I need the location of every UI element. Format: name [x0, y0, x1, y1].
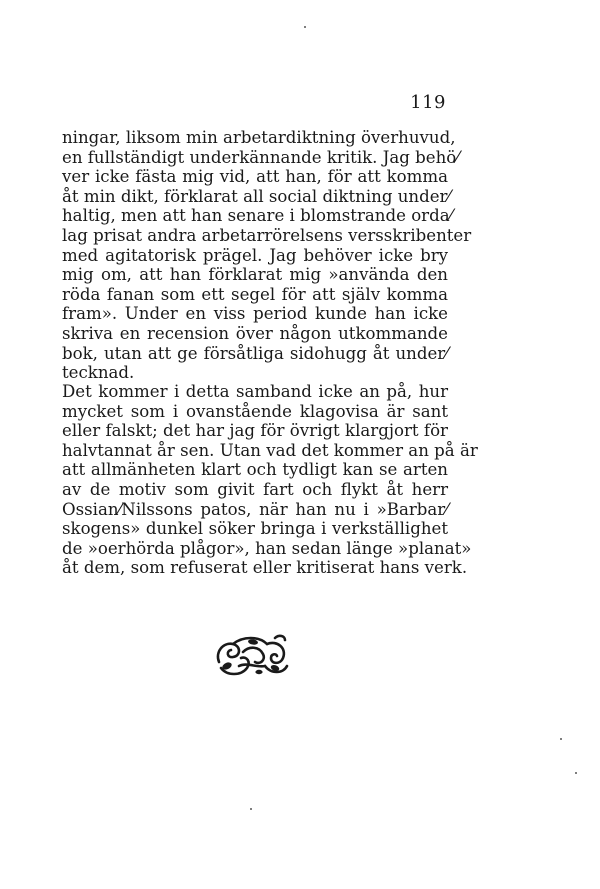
text-line: bok, utan att ge försåtliga sidohugg åt under⁄: [62, 343, 448, 363]
text-line: mycket som i ovanstående klagovisa är sant: [62, 401, 448, 421]
text-line: en fullständigt underkännande kritik. Jag behö⁄: [62, 147, 460, 167]
text-line: halvtannat år sen. Utan vad det kommer an på är: [62, 440, 478, 460]
text-line: eller falskt; det har jag för övrigt klargjort för: [62, 421, 448, 441]
paper-speck: [560, 738, 562, 740]
text-line: att allmänheten klart och tydligt kan se arten: [62, 460, 448, 480]
text-line: med agitatorisk prägel. Jag behöver icke bry: [62, 245, 448, 265]
text-line: ningar, liksom min arbetardiktning överhuvud,: [62, 128, 456, 147]
text-line: av de motiv som givit fart och flykt åt herr: [62, 479, 448, 499]
text-line: lag prisat andra arbetarrörelsens versskribenter: [62, 225, 472, 245]
text-line: röda fanan som ett segel för att själv komma: [62, 284, 448, 304]
paragraph-1: [62, 128, 472, 383]
text-line: skriva en recension över någon utkommande: [62, 323, 448, 343]
floral-vignette-icon: [213, 632, 291, 680]
page-number: 119: [410, 92, 446, 113]
text-line: Det kommer i detta samband icke an på, hur: [62, 382, 448, 401]
paper-speck: [304, 26, 306, 28]
text-line: ver icke fästa mig vid, att han, för att komma: [62, 167, 448, 187]
paper-speck: [250, 808, 252, 810]
text-line: fram». Under en viss period kunde han icke: [62, 304, 448, 324]
text-line: tecknad.: [62, 363, 135, 383]
text-line: åt min dikt, förklarat all social diktning under⁄: [62, 186, 451, 206]
text-line: de »oerhörda plågor», han sedan länge »planat»: [62, 538, 472, 558]
text-line: Ossian⁄Nilssons patos, när han nu i »Barbar⁄: [62, 499, 448, 519]
text-line: åt dem, som refuserat eller kritiserat hans verk.: [62, 558, 468, 578]
text-line: skogens» dunkel söker bringa i verkställighet: [62, 519, 448, 539]
paper-speck: [575, 772, 577, 774]
text-line: haltig, men att han senare i blomstrande orda⁄: [62, 206, 453, 226]
paragraph-2: [62, 382, 478, 578]
text-line: mig om, att han förklarat mig »använda den: [62, 265, 448, 285]
